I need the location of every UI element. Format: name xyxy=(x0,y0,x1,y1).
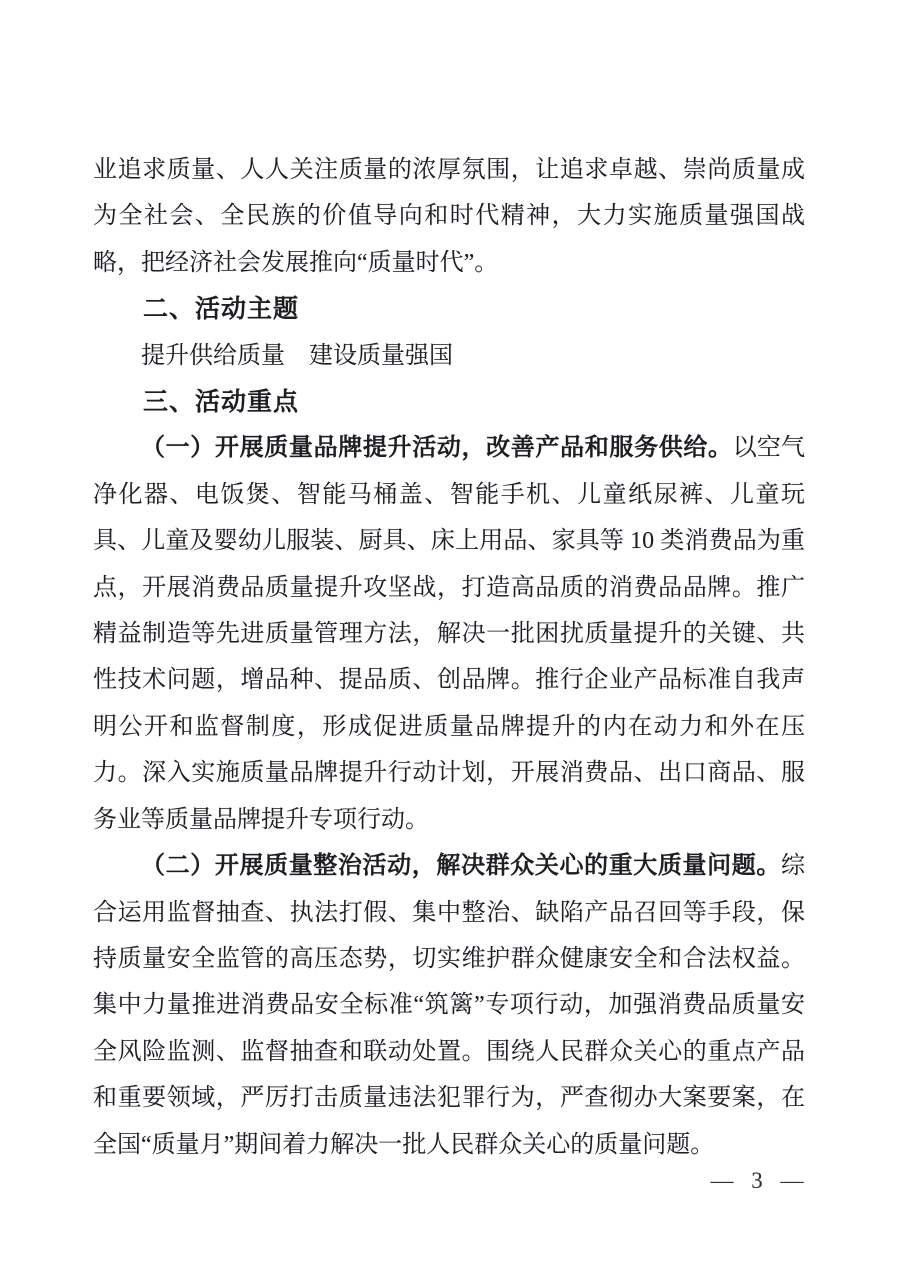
item-2-lead: （二）开展质量整治活动，解决群众关心的重大质量问题。 xyxy=(141,853,781,880)
heading-section-3: 三、活动重点 xyxy=(143,388,300,417)
paragraph-theme: 提升供给质量 建设质量强国 xyxy=(141,342,453,369)
paragraph-item-2 xyxy=(93,843,805,1168)
item-1-body: 以空气净化器、电饭煲、智能马桶盖、智能手机、儿童纸尿裤、儿童玩具、儿童及婴幼儿服装、厨具、床上用品、家具等 10 类消费品为重点，开展消费品质量提升攻坚战，打造高品质的消费品品牌。推广精益制造等先进质量管理方法，解决一批困扰质量提升的关键、共性技术问题，增品种、提品质、创品牌。推行企业产品标准自我声明公开和监督制度，形成促进质量品牌提升的内在动力和外在压力。深入实施质量品牌提升行动计划，开展消费品、出口商品、服务业等质量品牌提升专项行动。 xyxy=(93,435,806,833)
item-1-lead: （一）开展质量品牌提升活动，改善产品和服务供给。 xyxy=(141,435,733,462)
document-body xyxy=(93,147,805,1168)
paragraph-intro: 业追求质量、人人关注质量的浓厚氛围，让追求卓越、崇尚质量成为全社会、全民族的价值导向和时代精神，大力实施质量强国战略，把经济社会发展推向“质量时代”。 xyxy=(93,157,805,276)
paragraph-item-1 xyxy=(93,425,805,843)
item-2-body: 综合运用监督抽查、执法打假、集中整治、缺陷产品召回等手段，保持质量安全监管的高压态势，切实维护群众健康安全和合法权益。集中力量推进消费品安全标准“筑篱”专项行动，加强消费品质量安全风险监测、监督抽查和联动处置。围绕人民群众关心的重点产品和重要领域，严厉打击质量违法犯罪行为，严查彻办大案要案，在全国“质量月”期间着力解决一批人民群众关心的质量问题。 xyxy=(93,853,805,1158)
page-number: — 3 — xyxy=(710,1168,810,1193)
heading-section-2: 二、活动主题 xyxy=(143,295,300,324)
